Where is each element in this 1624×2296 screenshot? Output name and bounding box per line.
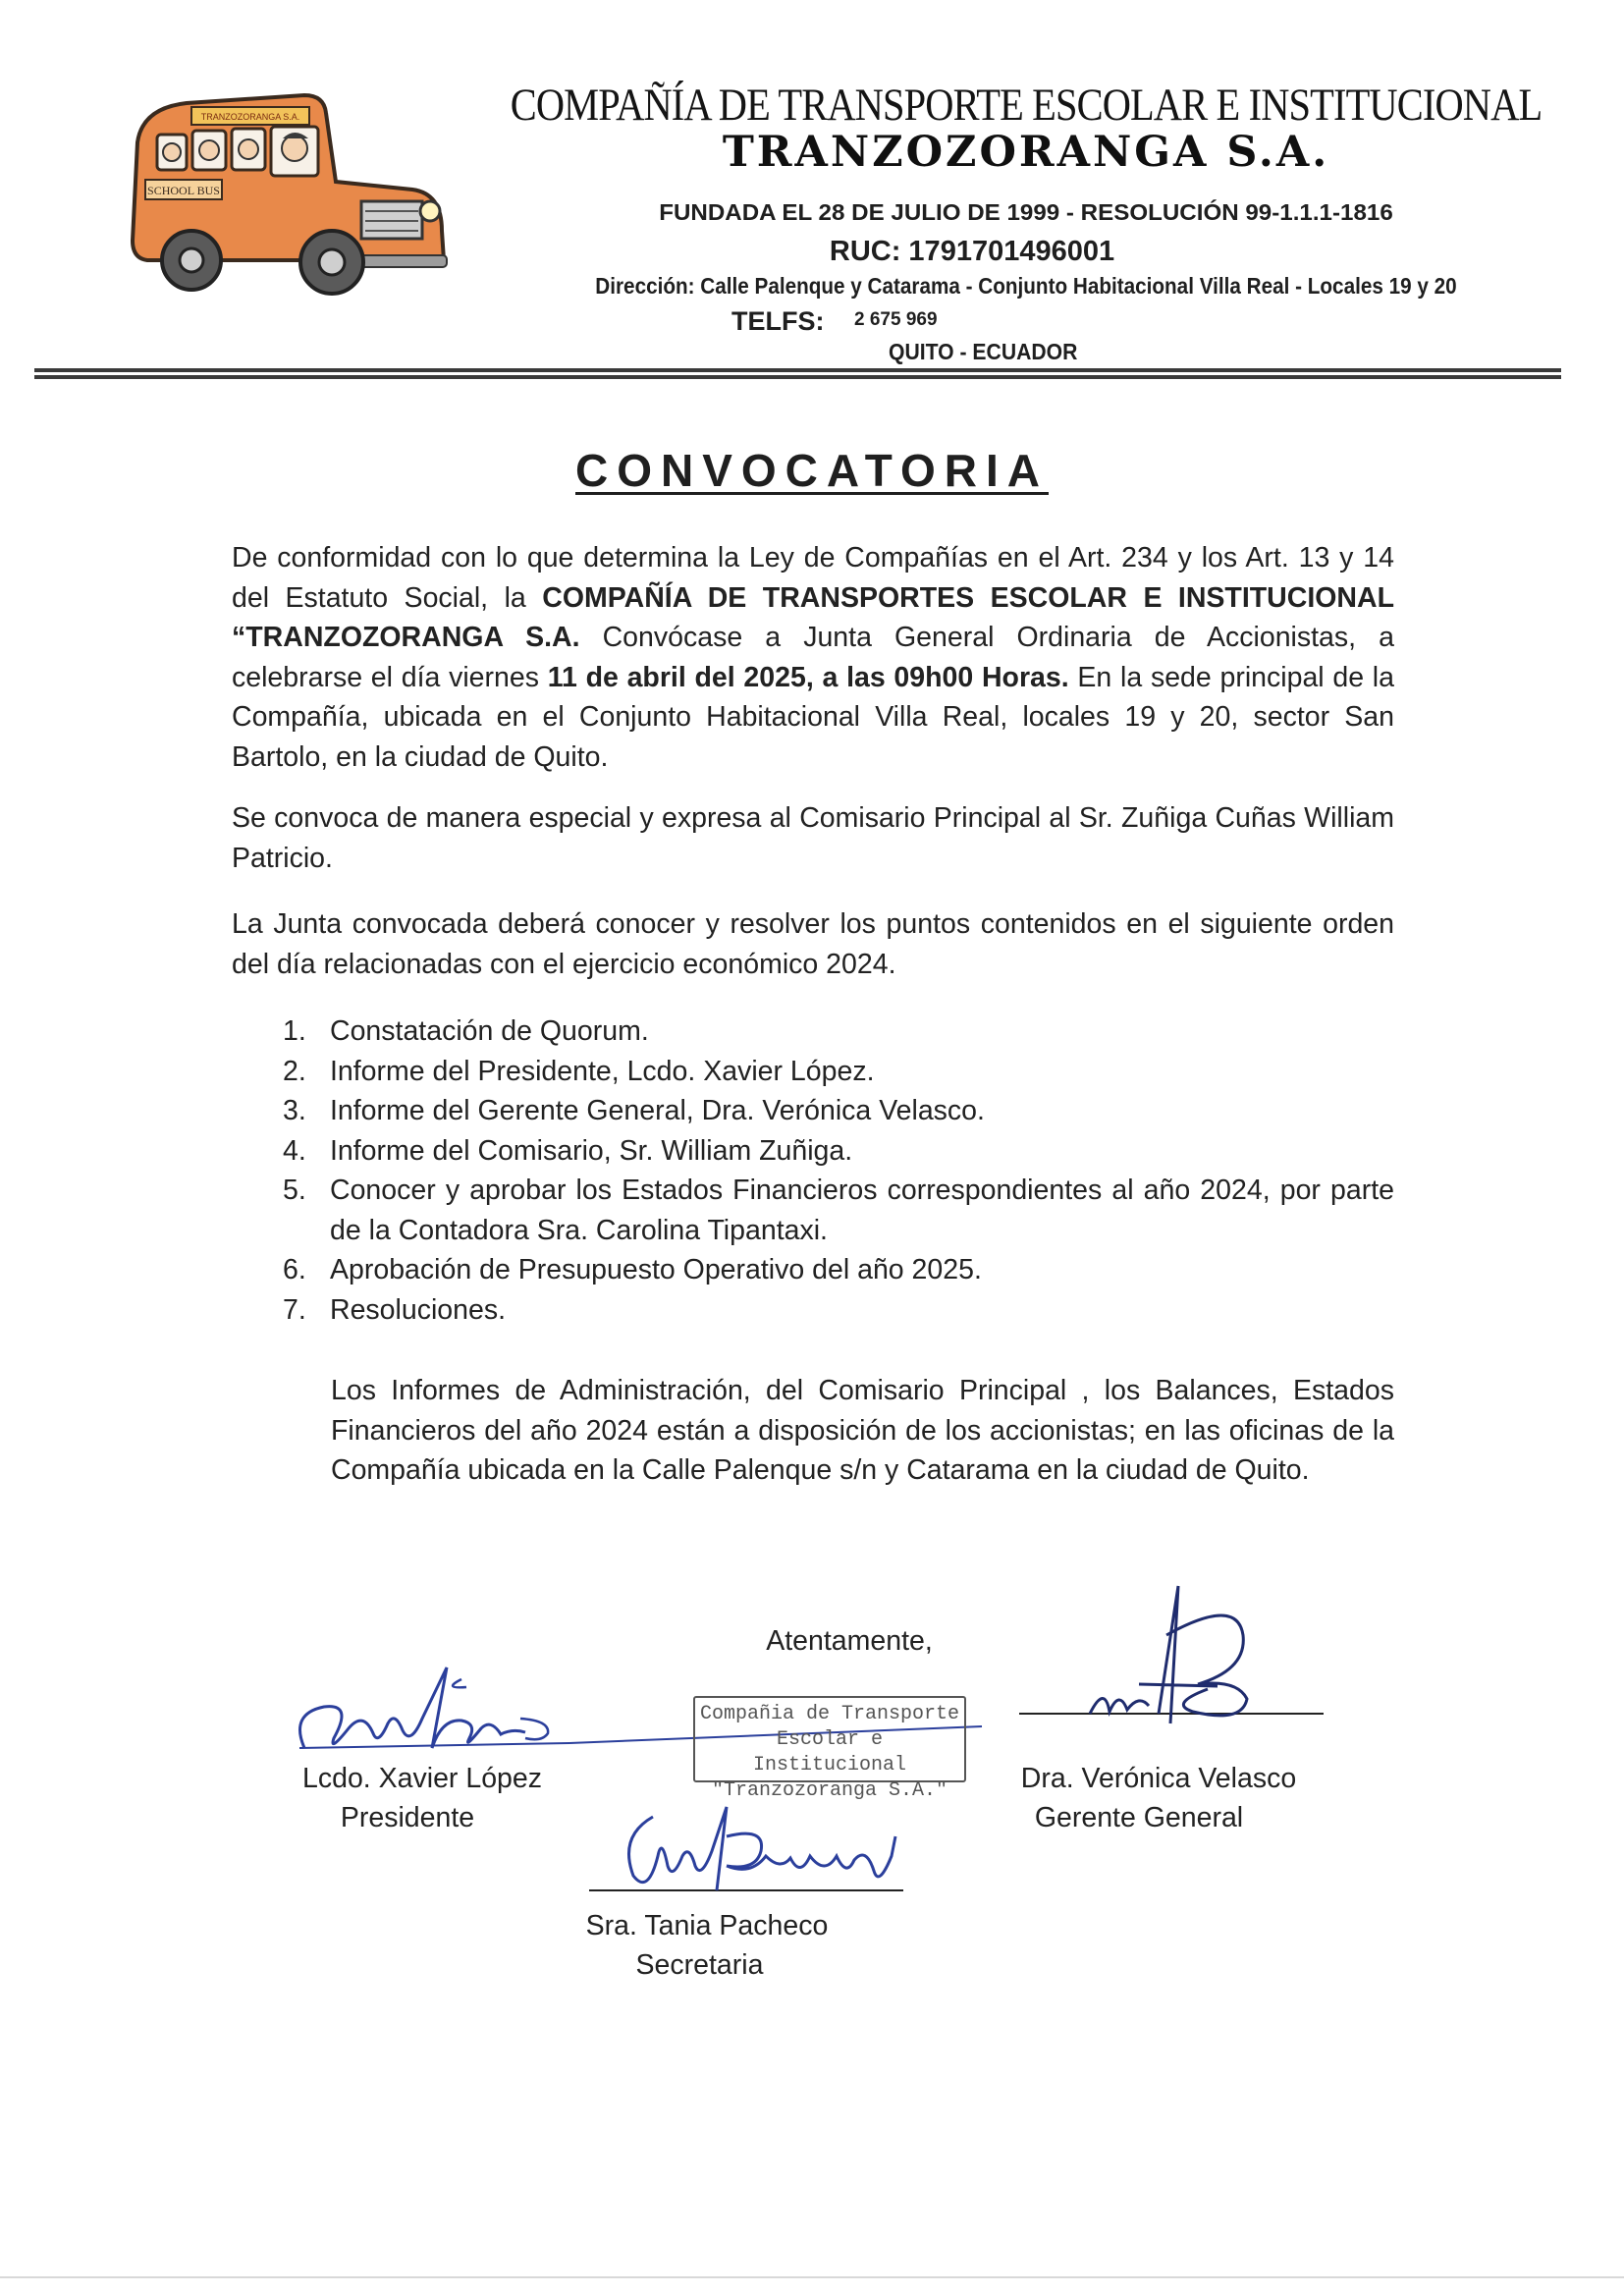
convocation-paragraph: De conformidad con lo que determina la Ley de Compañías en el Art. 234 y los Art. 13 y 14 del Estatuto Social, la COMPAÑÍA DE TRANSPORTES ESCOLAR E INSTITUCIONAL “TRANZOZORANGA S.A. Convócase a Junta General Ordinaria de Accionistas, a celebrarse el día viernes 11 de abril del 2025, a las 09h00 Horas. En la sede principal de la Compañía, ubicada en el Conjunto Habitacional Villa Real, locales 19 y 20, sector San Bartolo, en la ciudad de Quito. [232, 542, 1394, 773]
agenda-item: 4. Informe del Comisario, Sr. William Zuñiga. [283, 1134, 853, 1167]
bus-sign-text: SCHOOL BUS [147, 184, 220, 197]
agenda-item: 3. Informe del Gerente General, Dra. Verónica Velasco. [283, 1095, 985, 1126]
general-manager-title: Gerente General [1034, 1802, 1244, 1833]
company-address: Dirección: Calle Palenque y Catarama - Conjunto Habitacional Villa Real - Locales 19 y 20 [595, 273, 1457, 299]
agenda-item: 2. Informe del Presidente, Lcdo. Xavier López. [283, 1055, 875, 1087]
bus-roof-text: TRANZOZORANGA S.A. [200, 112, 300, 122]
secretary-name: Sra. Tania Pacheco [585, 1910, 829, 1941]
agenda-list [232, 1011, 1394, 1330]
president-title: Presidente [340, 1802, 475, 1833]
ruc-number: RUC: 1791701496001 [829, 236, 1115, 267]
agenda-intro-paragraph: La Junta convocada deberá conocer y resolver los puntos contenidos en el siguiente orden del día relacionadas con el ejercicio económico 2024. [232, 908, 1394, 980]
document-title: CONVOCATORIA [575, 445, 1049, 496]
company-name: TRANZOZORANGA S.A. [722, 128, 1330, 177]
documents-availability-paragraph: Los Informes de Administración, del Comisario Principal , los Balances, Estados Financieros del año 2024 están a disposición de los accionistas; en las oficinas de la Compañía ubicada en la Calle Palenque s/n y Catarama en la ciudad de Quito. [331, 1375, 1394, 1486]
president-name: Lcdo. Xavier López [302, 1763, 542, 1794]
school-bus-logo [118, 74, 452, 304]
company-stamp: Compañia de Transporte Escolar e Institucional "Tranzozoranga S.A." [693, 1696, 966, 1782]
founding-resolution: FUNDADA EL 28 DE JULIO DE 1999 - RESOLUCIÓN 99-1.1.1-1816 [659, 199, 1393, 225]
phones-label: TELFS: [731, 306, 825, 336]
header-divider [34, 368, 1561, 380]
agenda-item: 6. Aprobación de Presupuesto Operativo del año 2025. [283, 1254, 982, 1285]
scan-edge-line [0, 2276, 1624, 2278]
secretary-signature [579, 1797, 913, 1910]
general-manager-signature [1011, 1576, 1335, 1763]
secretary-title: Secretaria [635, 1949, 764, 1981]
phones-value: 2 675 969 [854, 309, 938, 330]
city-country: QUITO - ECUADOR [889, 339, 1078, 364]
company-legal-line: COMPAÑÍA DE TRANSPORTE ESCOLAR E INSTITUCIONAL [510, 80, 1543, 131]
agenda-item: 1. Constatación de Quorum. [283, 1015, 649, 1047]
agenda-item: 5. Conocer y aprobar los Estados Financieros correspondientes al año 2024, por parte de la Contadora Sra. Carolina Tipantaxi. [283, 1175, 1394, 1246]
general-manager-name: Dra. Verónica Velasco [1020, 1763, 1297, 1794]
agenda-item: 7. Resoluciones. [283, 1293, 507, 1326]
closing-salutation: Atentamente, [766, 1625, 933, 1657]
commissioner-paragraph: Se convoca de manera especial y expresa al Comisario Principal al Sr. Zuñiga Cuñas William Patricio. [232, 802, 1394, 874]
